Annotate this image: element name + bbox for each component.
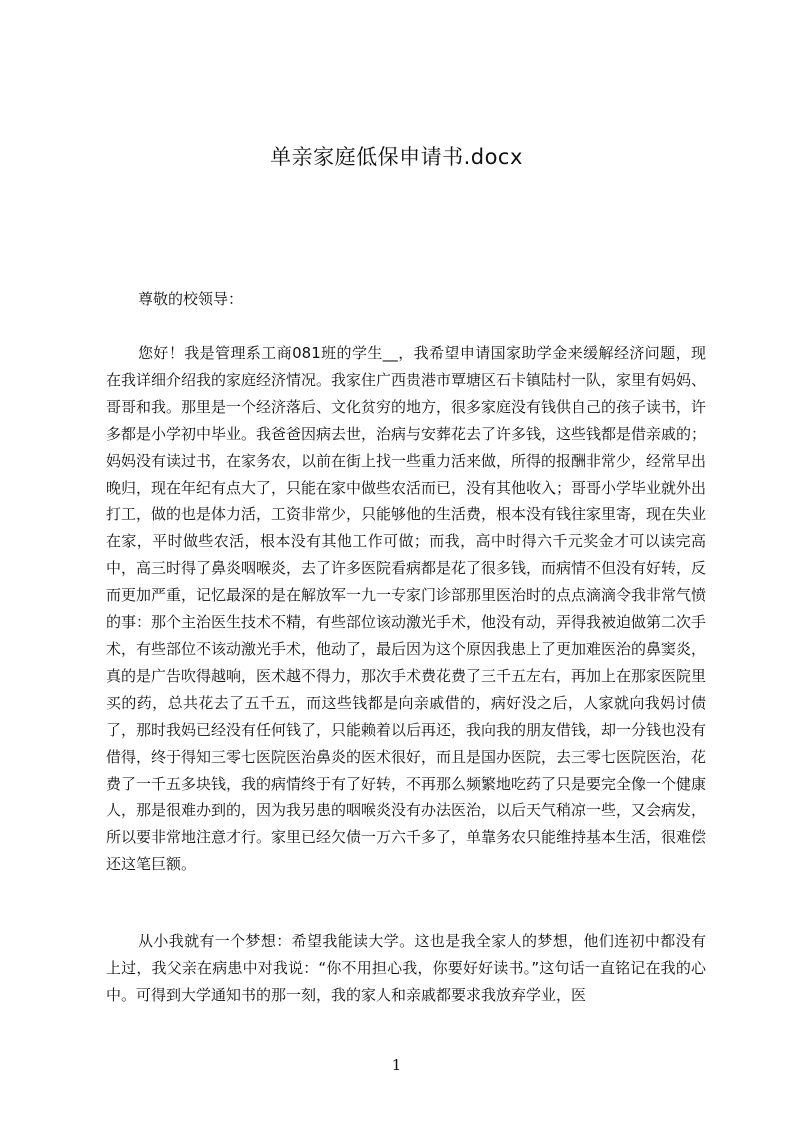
salutation: 尊敬的校领导： [138,290,244,308]
body-paragraph-2: 从小我就有一个梦想：希望我能读大学。这也是我全家人的梦想，他们连初中都没有上过，我父亲在病患中对我说：“你不用担心我，你要好好读书。”这句话一直铭记在我的心中。可得到大学通知书的那一刻，我的家人和亲戚都要求我放弃学业，医 [106,932,706,1004]
document-title: 单亲家庭低保申请书.docx [270,145,523,169]
page-number: 1 [391,1056,402,1074]
body-paragraph-1: 您好！我是管理系工商081班的学生__，我希望申请国家助学金来缓解经济问题，现在我详细介绍我的家庭经济情况。我家住广西贵港市覃塘区石卡镇陆村一队，家里有妈妈、哥哥和我。那里是一个经济落后、文化贫穷的地方，很多家庭没有钱供自己的孩子读书，许多都是小学初中毕业。我爸爸因病去世，治病与安葬花去了许多钱，这些钱都是借亲戚的；妈妈没有读过书，在家务农，以前在街上找一些重力活来做，所得的报酬非常少，经常早出晚归，现在年纪有点大了，只能在家中做些农活而已，没有其他收入；哥哥小学毕业就外出打工，做的也是体力活，工资非常少，只能够他的生活费，根本没有钱往家里寄，现在失业在家，平时做些农活，根本没有其他工作可做；而我，高中时得六千元奖金才可以读完高中，高三时得了鼻炎咽喉炎，去了许多医院看病都是花了很多钱，而病情不但没有好转，反而更加严重，记忆最深的是在解放军一九一专家门诊部那里医治时的点点滴滴令我非常气愤的事：那个主治医生技术不精，有些部位该动激光手术，他没有动，弄得我被迫做第二次手术，有些部位不该动激光手术，他动了，最后因为这个原因我患上了更加难医治的鼻窦炎，真的是广告吹得越响，医术越不得力，那次手术费花费了三千五左右，再加上在那家医院里买的药，总共花去了五千五，而这些钱都是向亲戚借的，病好没之后，人家就向我妈讨债了，那时我妈已经没有任何钱了，只能赖着以后再还，我向我的朋友借钱，却一分钱也没有借得，终于得知三零七医院医治鼻炎的医术很好，而且是国办医院，去三零七医院医治，花费了一千五多块钱，我的病情终于有了好转，不再那么频繁地吃药了只是要完全像一个健康人，那是很难办到的，因为我另患的咽喉炎没有办法医治，以后天气稍凉一些，又会病发，所以要非常地注意才行。家里已经欠债一万六千多了，单靠务农只能维持基本生活，很难偿还这笔巨额。 [106,344,707,874]
